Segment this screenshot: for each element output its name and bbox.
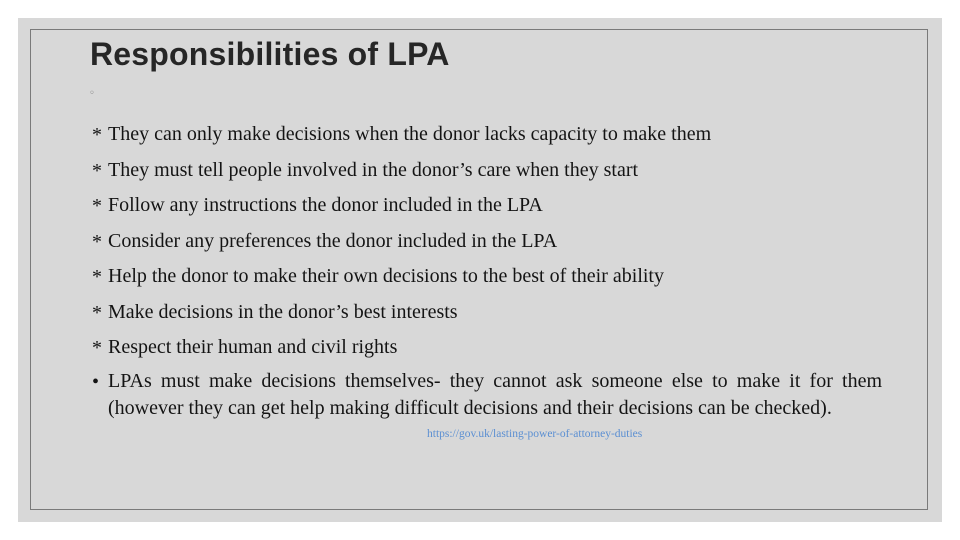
asterisk-bullet-marker: * <box>92 230 102 253</box>
asterisk-bullet-marker: * <box>92 266 102 288</box>
bullet-item <box>92 155 882 191</box>
bullet-item <box>92 297 882 333</box>
bullet-text: Help the donor to make their own decisions to the best of their ability <box>108 265 664 287</box>
bullet-text: They must tell people involved in the donor’s care when they start <box>108 158 639 181</box>
bullet-item <box>92 332 882 368</box>
bullet-item <box>92 119 882 155</box>
asterisk-bullet-marker: * <box>92 195 102 217</box>
source-link[interactable]: https://gov.uk/lasting-power-of-attorney-duties <box>427 428 643 440</box>
bullet-item <box>92 190 882 226</box>
bullet-text: They can only make decisions when the donor lacks capacity to make them <box>108 123 712 145</box>
bullet-text: LPAs must make decisions themselves- they cannot ask someone else to make it for them (however they can get help making difficult decisions and their decisions can be checked). <box>108 369 882 419</box>
asterisk-bullet-marker: * <box>92 337 102 359</box>
asterisk-bullet-marker: * <box>92 124 102 146</box>
bullet-item <box>92 261 882 297</box>
bullet-text: Consider any preferences the donor included in the LPA <box>108 229 558 252</box>
bullet-item <box>92 368 882 422</box>
slide <box>18 18 942 522</box>
bullet-list <box>92 119 882 422</box>
sub-bullet-marker: ◦ <box>89 88 95 99</box>
bullet-text: Respect their human and civil rights <box>108 336 398 358</box>
slide-title: Responsibilities of LPA <box>90 36 450 72</box>
bullet-text: Follow any instructions the donor included in the LPA <box>108 194 543 216</box>
bullet-item <box>92 226 882 262</box>
round-bullet-marker: • <box>92 370 100 393</box>
bullet-text: Make decisions in the donor’s best interests <box>108 300 458 323</box>
asterisk-bullet-marker: * <box>92 301 102 324</box>
asterisk-bullet-marker: * <box>92 159 102 182</box>
